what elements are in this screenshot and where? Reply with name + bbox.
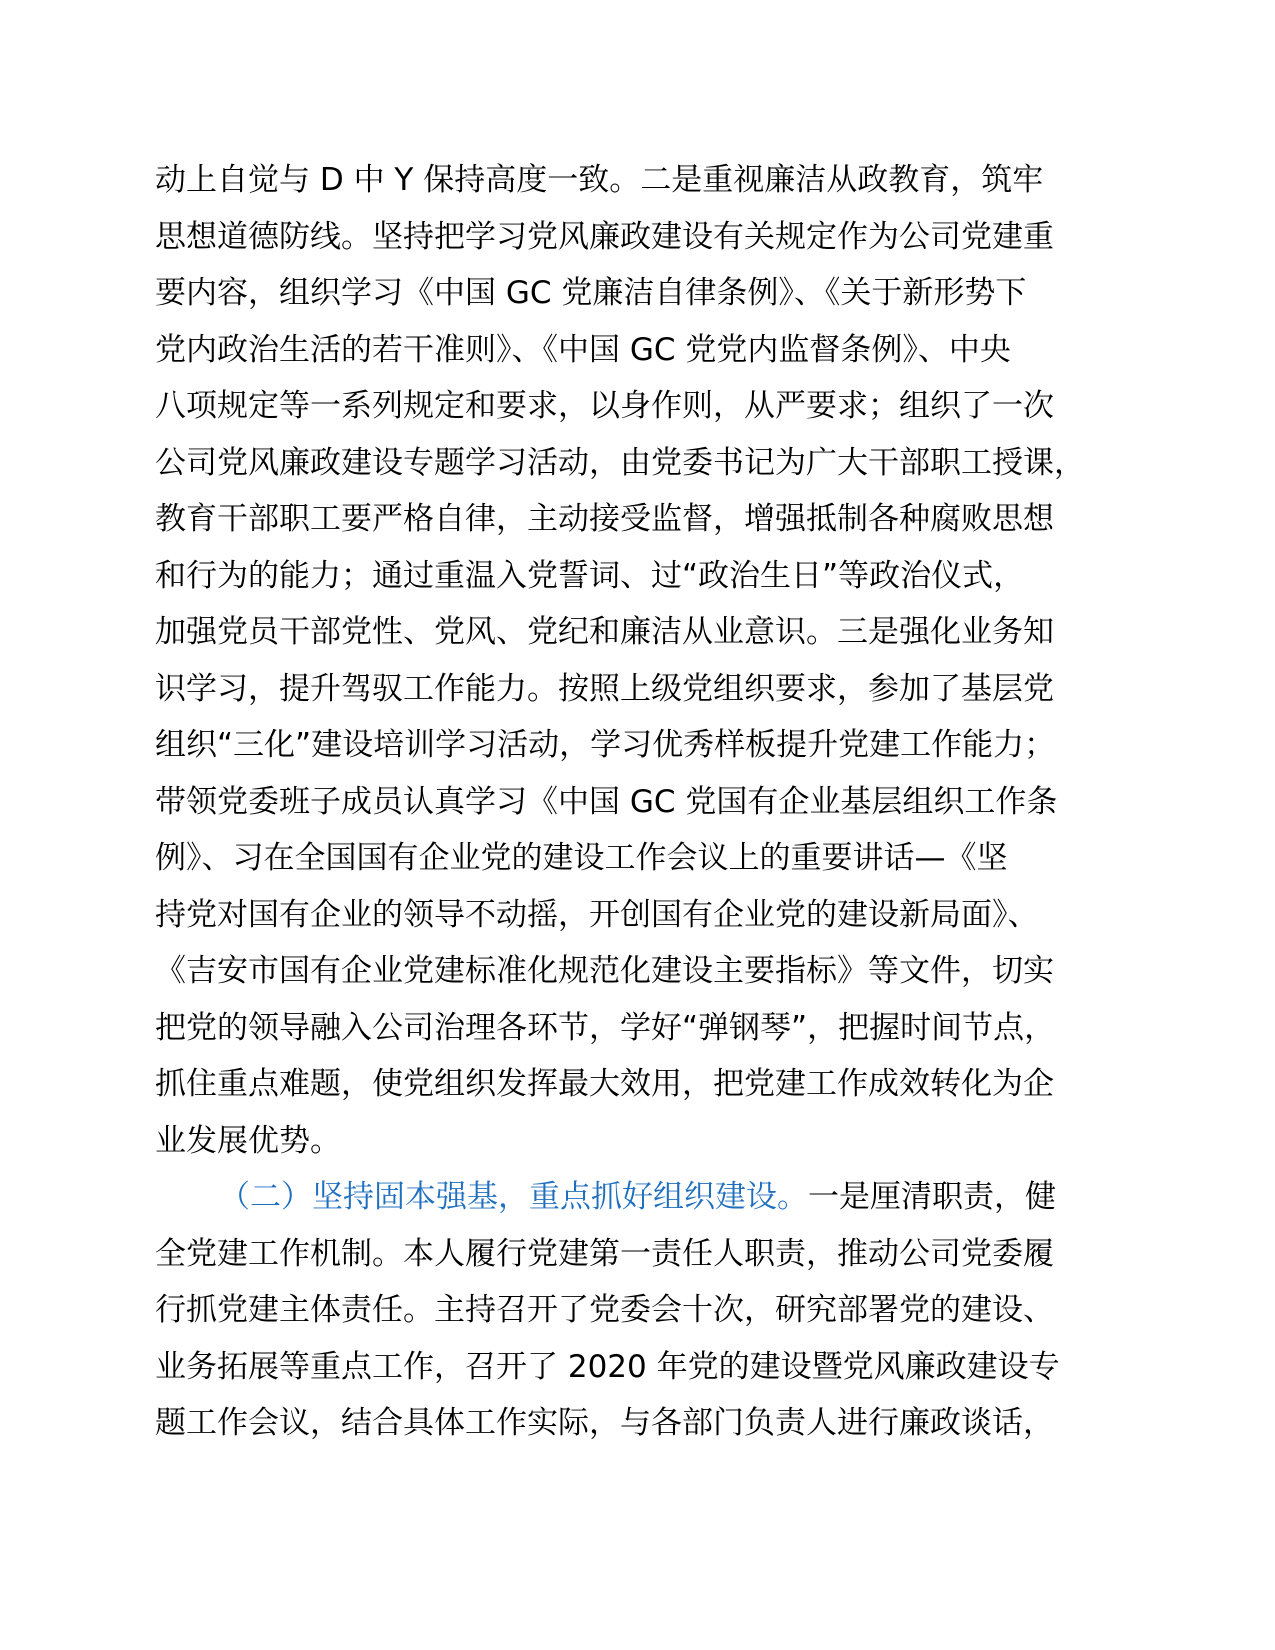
text-line: 八项规定等一系列规定和要求，以身作则，从严要求；组织了一次: [155, 388, 1054, 424]
text-line: 动上自觉与 D 中 Y 保持高度一致。二是重视廉洁从政教育，筑牢: [155, 162, 1044, 198]
text-line: 《吉安市国有企业党建标准化规范化建设主要指标》等文件，切实: [155, 953, 1054, 989]
text-line: 持党对国有企业的领导不动摇，开创国有企业党的建设新局面》、: [155, 896, 1039, 933]
text-line: 教育干部职工要严格自律，主动接受监督，增强抵制各种腐败思想: [155, 501, 1054, 537]
text-line: 公司党风廉政建设专题学习活动，由党委书记为广大干部职工授课，: [155, 444, 1085, 481]
text-line: 全党建工作机制。本人履行党建第一责任人职责，推动公司党委履: [155, 1235, 1054, 1272]
section-first-line-text: 一是厘清职责，健: [808, 1179, 1056, 1215]
text-line: 党内政治生活的若干准则》、《中国 GC 党党内监督条例》、中央: [155, 331, 1011, 368]
text-line: 例》、习在全国国有企业党的建设工作会议上的重要讲话—《坚: [155, 840, 1008, 876]
text-line: 题工作会议，结合具体工作实际，与各部门负责人进行廉政谈话，: [155, 1405, 1054, 1441]
text-line: 行抓党建主体责任。主持召开了党委会十次，研究部署党的建设、: [155, 1292, 1054, 1328]
text-line: 和行为的能力；通过重温入党誓词、过“政治生日”等政治仪式，: [155, 557, 1025, 594]
text-line: 组织“三化”建设培训学习活动，学习优秀样板提升党建工作能力；: [155, 727, 1056, 763]
section-heading: （二）坚持固本强基，重点抓好组织建设。: [219, 1179, 808, 1215]
body-text: [155, 152, 1135, 1452]
text-line: 思想道德防线。坚持把学习党风廉政建设有关规定作为公司党建重: [155, 218, 1054, 255]
text-line: 要内容，组织学习《中国 GC 党廉洁自律条例》、《关于新形势下: [155, 275, 1027, 311]
text-line: 带领党委班子成员认真学习《中国 GC 党国有企业基层组织工作条: [155, 783, 1058, 820]
section-first-line: [155, 1169, 1135, 1226]
text-line: 抓住重点难题，使党组织发挥最大效用，把党建工作成效转化为企: [155, 1066, 1054, 1102]
text-line: 把党的领导融入公司治理各环节，学好“弹钢琴”，把握时间节点，: [155, 1009, 1056, 1046]
text-line: 识学习，提升驾驭工作能力。按照上级党组织要求，参加了基层党: [155, 670, 1054, 707]
text-line: 业发展优势。: [155, 1122, 341, 1159]
text-line: 业务拓展等重点工作，召开了 2020 年党的建设暨党风廉政建设专: [155, 1348, 1060, 1385]
text-line: 加强党员干部党性、党风、党纪和廉洁从业意识。三是强化业务知: [155, 614, 1054, 650]
